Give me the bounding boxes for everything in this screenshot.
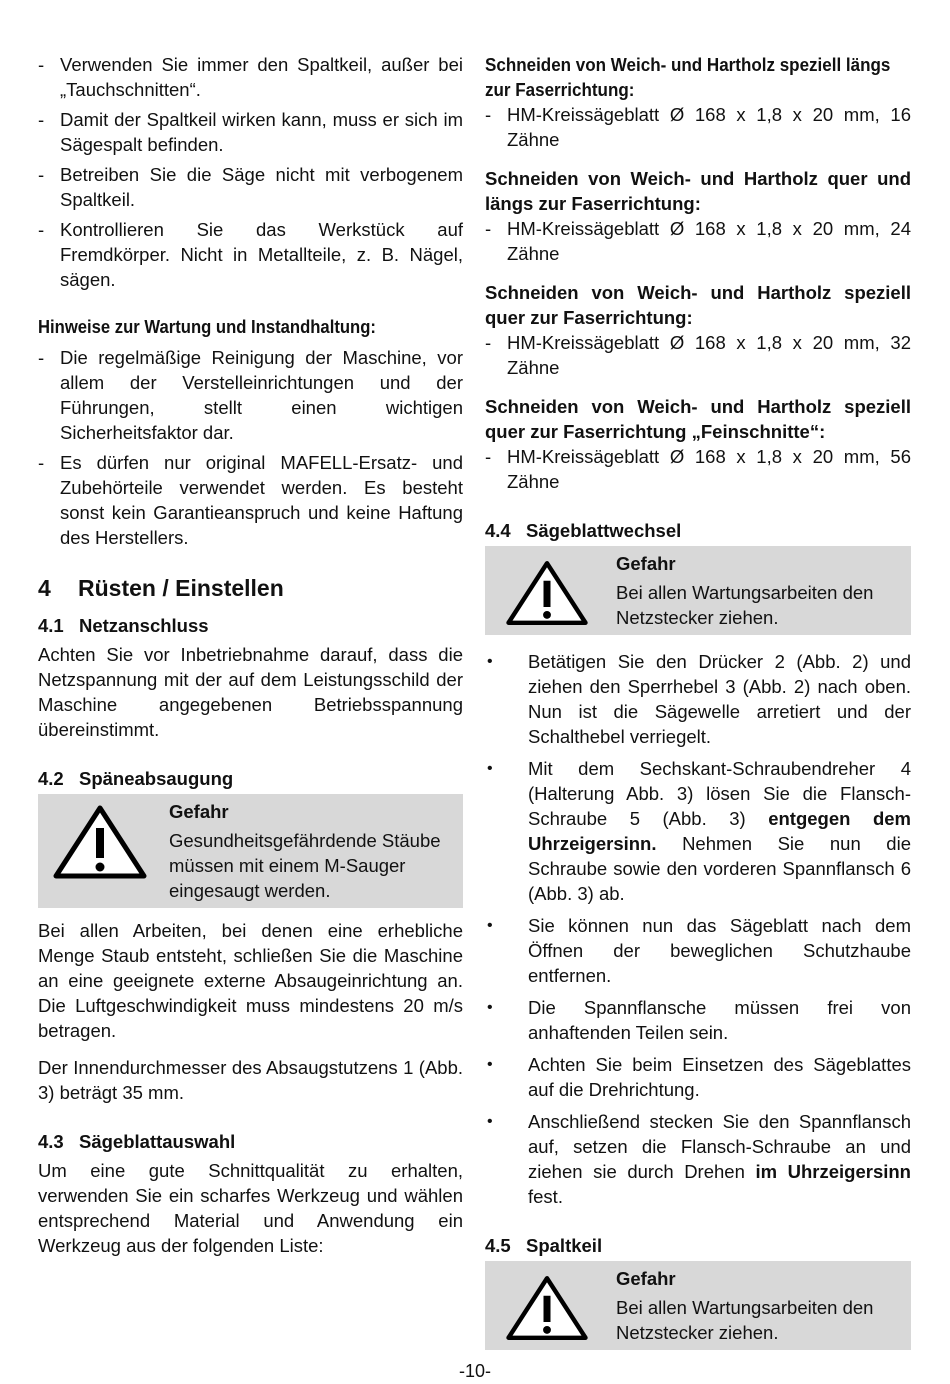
section-heading-4-3: [38, 1129, 463, 1154]
blade-group-heading: Schneiden von Weich- und Hartholz speziell quer zur Faserrichtung „Feinschnitte“:: [485, 396, 911, 442]
bullet-item: • Achten Sie beim Einsetzen des Sägeblattes auf die Drehrichtung.: [485, 1052, 911, 1102]
section-title: Sägeblattwechsel: [526, 520, 682, 541]
safety-item: - Kontrollieren Sie das Werkstück auf Fremdkörper. Nicht in Metallteile, z. B. Nägel, sägen.: [38, 217, 463, 292]
chapter-title: Rüsten / Einstellen: [78, 575, 284, 601]
danger-title: Gefahr: [616, 553, 676, 574]
section-title: Sägeblattauswahl: [79, 1131, 236, 1152]
bullet-item: • Sie können nun das Sägeblatt nach dem Öffnen der beweglichen Schutzhaube entfernen.: [485, 913, 911, 988]
blade-item: - HM-Kreissägeblatt Ø 168 x 1,8 x 20 mm, 56 Zähne: [485, 444, 911, 494]
section-4-2-paragraph: Bei allen Arbeiten, bei denen eine erhebliche Menge Staub entsteht, schließen Sie die Maschine an eine geeignete externe Absaugeinrichtung an. Die Luftgeschwindigkeit muss mindestens 20 m/s betragen.: [38, 920, 463, 1041]
safety-item: - Verwenden Sie immer den Spaltkeil, außer bei „Tauchschnitten“.: [38, 52, 463, 102]
danger-box: [485, 546, 911, 635]
maintenance-heading: Hinweise zur Wartung und Instandhaltung:: [38, 316, 376, 337]
blade-group-heading: Schneiden von Weich- und Hartholz quer und längs zur Faserrichtung:: [485, 168, 911, 214]
chapter-heading: [38, 576, 463, 601]
warning-triangle-icon: [497, 1273, 597, 1343]
section-title: Spaltkeil: [526, 1235, 603, 1256]
section-heading-4-4: [485, 518, 911, 543]
chapter-number: 4: [38, 575, 51, 601]
safety-item: - Damit der Spaltkeil wirken kann, muss er sich im Sägespalt befinden.: [38, 107, 463, 157]
section-heading-4-1: [38, 613, 463, 638]
bullet-text: Mit dem Sechskant-Schraubendreher 4 (Halterung Abb. 3) lösen Sie die Flansch-Schraube 5 (Abb. 3): [528, 758, 911, 829]
section-heading-4-5: [485, 1233, 911, 1258]
bullet-text: Anschließend stecken Sie den Spannflansch auf, setzen die Flansch-Schraube an und ziehen sie durch Drehen: [528, 1111, 911, 1182]
section-number: 4.1: [38, 615, 64, 636]
blade-item: - HM-Kreissägeblatt Ø 168 x 1,8 x 20 mm, 16 Zähne: [485, 102, 911, 152]
danger-text: Bei allen Wartungsarbeiten den Netzstecker ziehen.: [616, 1297, 874, 1343]
maintenance-item: - Es dürfen nur original MAFELL-Ersatz- und Zubehörteile verwendet werden. Es besteht sonst kein Garantieanspruch und keine Haftung des Herstellers.: [38, 450, 463, 550]
section-number: 4.2: [38, 768, 64, 789]
danger-text: Gesundheitsgefährdende Stäube müssen mit einem M-Sauger eingesaugt werden.: [169, 830, 441, 901]
section-4-1-text: Achten Sie vor Inbetriebnahme darauf, dass die Netzspannung mit der auf dem Leistungsschild der Maschine angegebenen Betriebsspannung übereinstimmt.: [38, 644, 463, 740]
page-number: -10-: [458, 1361, 491, 1381]
right-column: [485, 52, 911, 1350]
bullet-item: [485, 756, 911, 906]
section-heading-4-2: [38, 766, 463, 791]
section-4-2-paragraph: Der Innendurchmesser des Absaugstutzens 1 (Abb. 3) beträgt 35 mm.: [38, 1057, 463, 1103]
warning-triangle-icon: [50, 802, 150, 882]
blade-group-heading: Schneiden von Weich- und Hartholz speziell quer zur Faserrichtung:: [485, 282, 911, 328]
left-column: [38, 52, 463, 1268]
blade-item: - HM-Kreissägeblatt Ø 168 x 1,8 x 20 mm, 32 Zähne: [485, 330, 911, 380]
danger-title: Gefahr: [169, 801, 229, 822]
danger-title: Gefahr: [616, 1268, 676, 1289]
bullet-item: [485, 1109, 911, 1209]
safety-item: - Betreiben Sie die Säge nicht mit verbogenem Spaltkeil.: [38, 162, 463, 212]
bullet-emphasis: entgegen dem Uhrzeigersinn.: [528, 808, 911, 854]
warning-triangle-icon: [497, 558, 597, 628]
blade-group-heading: Schneiden von Weich- und Hartholz speziell längs zur Faserrichtung:: [485, 54, 891, 100]
bullet-text: fest.: [528, 1186, 563, 1207]
bullet-item: • Die Spannflansche müssen frei von anhaftenden Teilen sein.: [485, 995, 911, 1045]
danger-box: [38, 794, 463, 908]
danger-text: Bei allen Wartungsarbeiten den Netzstecker ziehen.: [616, 582, 874, 628]
section-number: 4.3: [38, 1131, 64, 1152]
bullet-item: • Betätigen Sie den Drücker 2 (Abb. 2) und ziehen den Sperrhebel 3 (Abb. 2) nach oben. Nun ist die Sägewelle arretiert und der Schalthebel verriegelt.: [485, 649, 911, 749]
danger-box: [485, 1261, 911, 1350]
section-number: 4.5: [485, 1235, 511, 1256]
bullet-text: Nehmen Sie nun die Schraube sowie den vorderen Spannflansch 6 (Abb. 3) ab.: [528, 833, 911, 904]
section-4-3-text: Um eine gute Schnittqualität zu erhalten, verwenden Sie ein scharfes Werkzeug und wählen entsprechend Material und Anwendung ein Werkzeug aus der folgenden Liste:: [38, 1160, 463, 1256]
bullet-emphasis: im Uhrzeigersinn: [755, 1161, 911, 1182]
section-title: Netzanschluss: [79, 615, 209, 636]
section-title: Späneabsaugung: [79, 768, 234, 789]
maintenance-item: - Die regelmäßige Reinigung der Maschine, vor allem der Verstelleinrichtungen und der Führungen, stellt einen wichtigen Sicherheitsfaktor dar.: [38, 345, 463, 445]
blade-item: - HM-Kreissägeblatt Ø 168 x 1,8 x 20 mm, 24 Zähne: [485, 216, 911, 266]
section-number: 4.4: [485, 520, 511, 541]
